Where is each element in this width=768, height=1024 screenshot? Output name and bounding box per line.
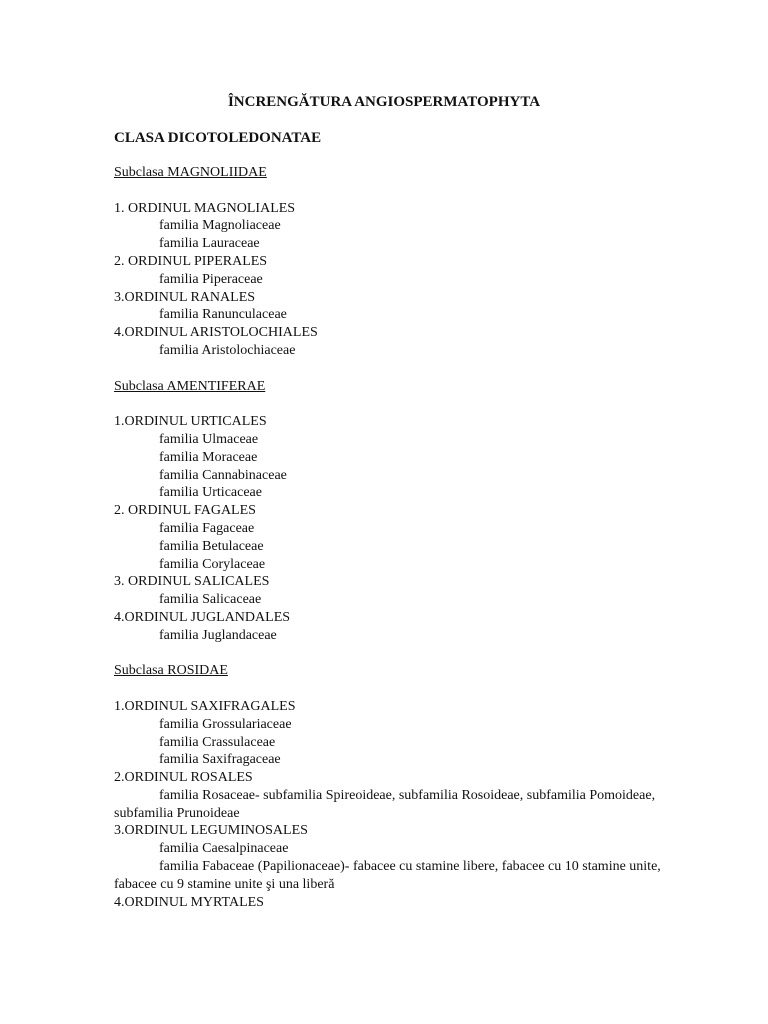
family-entry: familia Salicaceae bbox=[159, 592, 262, 608]
order-label: 1.ORDINUL URTICALES bbox=[114, 414, 267, 430]
spacer bbox=[114, 182, 714, 200]
family-entry: familia Ranunculaceae bbox=[159, 307, 287, 323]
family-text: familia Fabaceae (Papilionaceae)- fabacee cu stamine libere, fabacee cu 10 stamine unite, bbox=[159, 859, 661, 875]
order-label: 3.ORDINUL RANALES bbox=[114, 289, 256, 305]
family-entry: familia Betulaceae bbox=[159, 538, 264, 554]
order-label: 1.ORDINUL SAXIFRAGALES bbox=[114, 698, 296, 714]
family-entry: familia Fagaceae bbox=[159, 520, 255, 536]
family-entry bbox=[114, 787, 714, 823]
family-entry bbox=[114, 858, 714, 894]
family-text: familia Rosaceae- subfamilia Spireoideae, subfamilia Rosoideae, subfamilia Pomoideae, bbox=[159, 787, 656, 803]
family-entry: familia Magnoliaceae bbox=[159, 218, 281, 234]
family-entry: familia Caesalpinaceae bbox=[159, 841, 289, 857]
document-title: ÎNCRENGĂTURA ANGIOSPERMATOPHYTA bbox=[227, 94, 541, 110]
order-label: 2. ORDINUL FAGALES bbox=[114, 503, 256, 519]
order-label: 4.ORDINUL ARISTOLOCHIALES bbox=[114, 325, 318, 341]
family-entry: familia Saxifragaceae bbox=[159, 752, 281, 768]
family-text-continuation: subfamilia Prunoideae bbox=[114, 805, 240, 821]
family-entry: familia Juglandaceae bbox=[159, 627, 277, 643]
family-entry: familia Moraceae bbox=[159, 449, 258, 465]
order-label: 2.ORDINUL ROSALES bbox=[114, 770, 253, 786]
family-entry: familia Urticaceae bbox=[159, 485, 262, 501]
family-entry: familia Cannabinaceae bbox=[159, 467, 287, 483]
spacer bbox=[114, 395, 714, 413]
order-label: 4.ORDINUL JUGLANDALES bbox=[114, 609, 291, 625]
family-entry: familia Corylaceae bbox=[159, 556, 266, 572]
family-entry: familia Grossulariaceae bbox=[159, 716, 292, 732]
family-entry: familia Lauraceae bbox=[159, 236, 260, 252]
order-label: 3.ORDINUL LEGUMINOSALES bbox=[114, 823, 308, 839]
spacer bbox=[114, 645, 714, 663]
family-entry: familia Crassulaceae bbox=[159, 734, 276, 750]
spacer bbox=[114, 680, 714, 698]
family-entry: familia Aristolochiaceae bbox=[159, 342, 296, 358]
subclass-heading: Subclasa ROSIDAE bbox=[114, 663, 228, 679]
taxonomy-list bbox=[114, 164, 714, 911]
spacer bbox=[114, 360, 714, 378]
order-label: 1. ORDINUL MAGNOLIALES bbox=[114, 200, 296, 216]
class-heading: CLASA DICOTOLEDONATAE bbox=[114, 130, 322, 146]
order-label: 2. ORDINUL PIPERALES bbox=[114, 253, 268, 269]
family-entry: familia Piperaceae bbox=[159, 271, 263, 287]
subclass-heading: Subclasa MAGNOLIIDAE bbox=[114, 165, 267, 180]
order-label: 3. ORDINUL SALICALES bbox=[114, 574, 270, 590]
subclass-heading: Subclasa AMENTIFERAE bbox=[114, 378, 266, 394]
family-text-continuation: fabacee cu 9 stamine unite şi una liberă bbox=[114, 876, 335, 892]
order-label: 4.ORDINUL MYRTALES bbox=[114, 894, 264, 910]
family-entry: familia Ulmaceae bbox=[159, 431, 259, 447]
